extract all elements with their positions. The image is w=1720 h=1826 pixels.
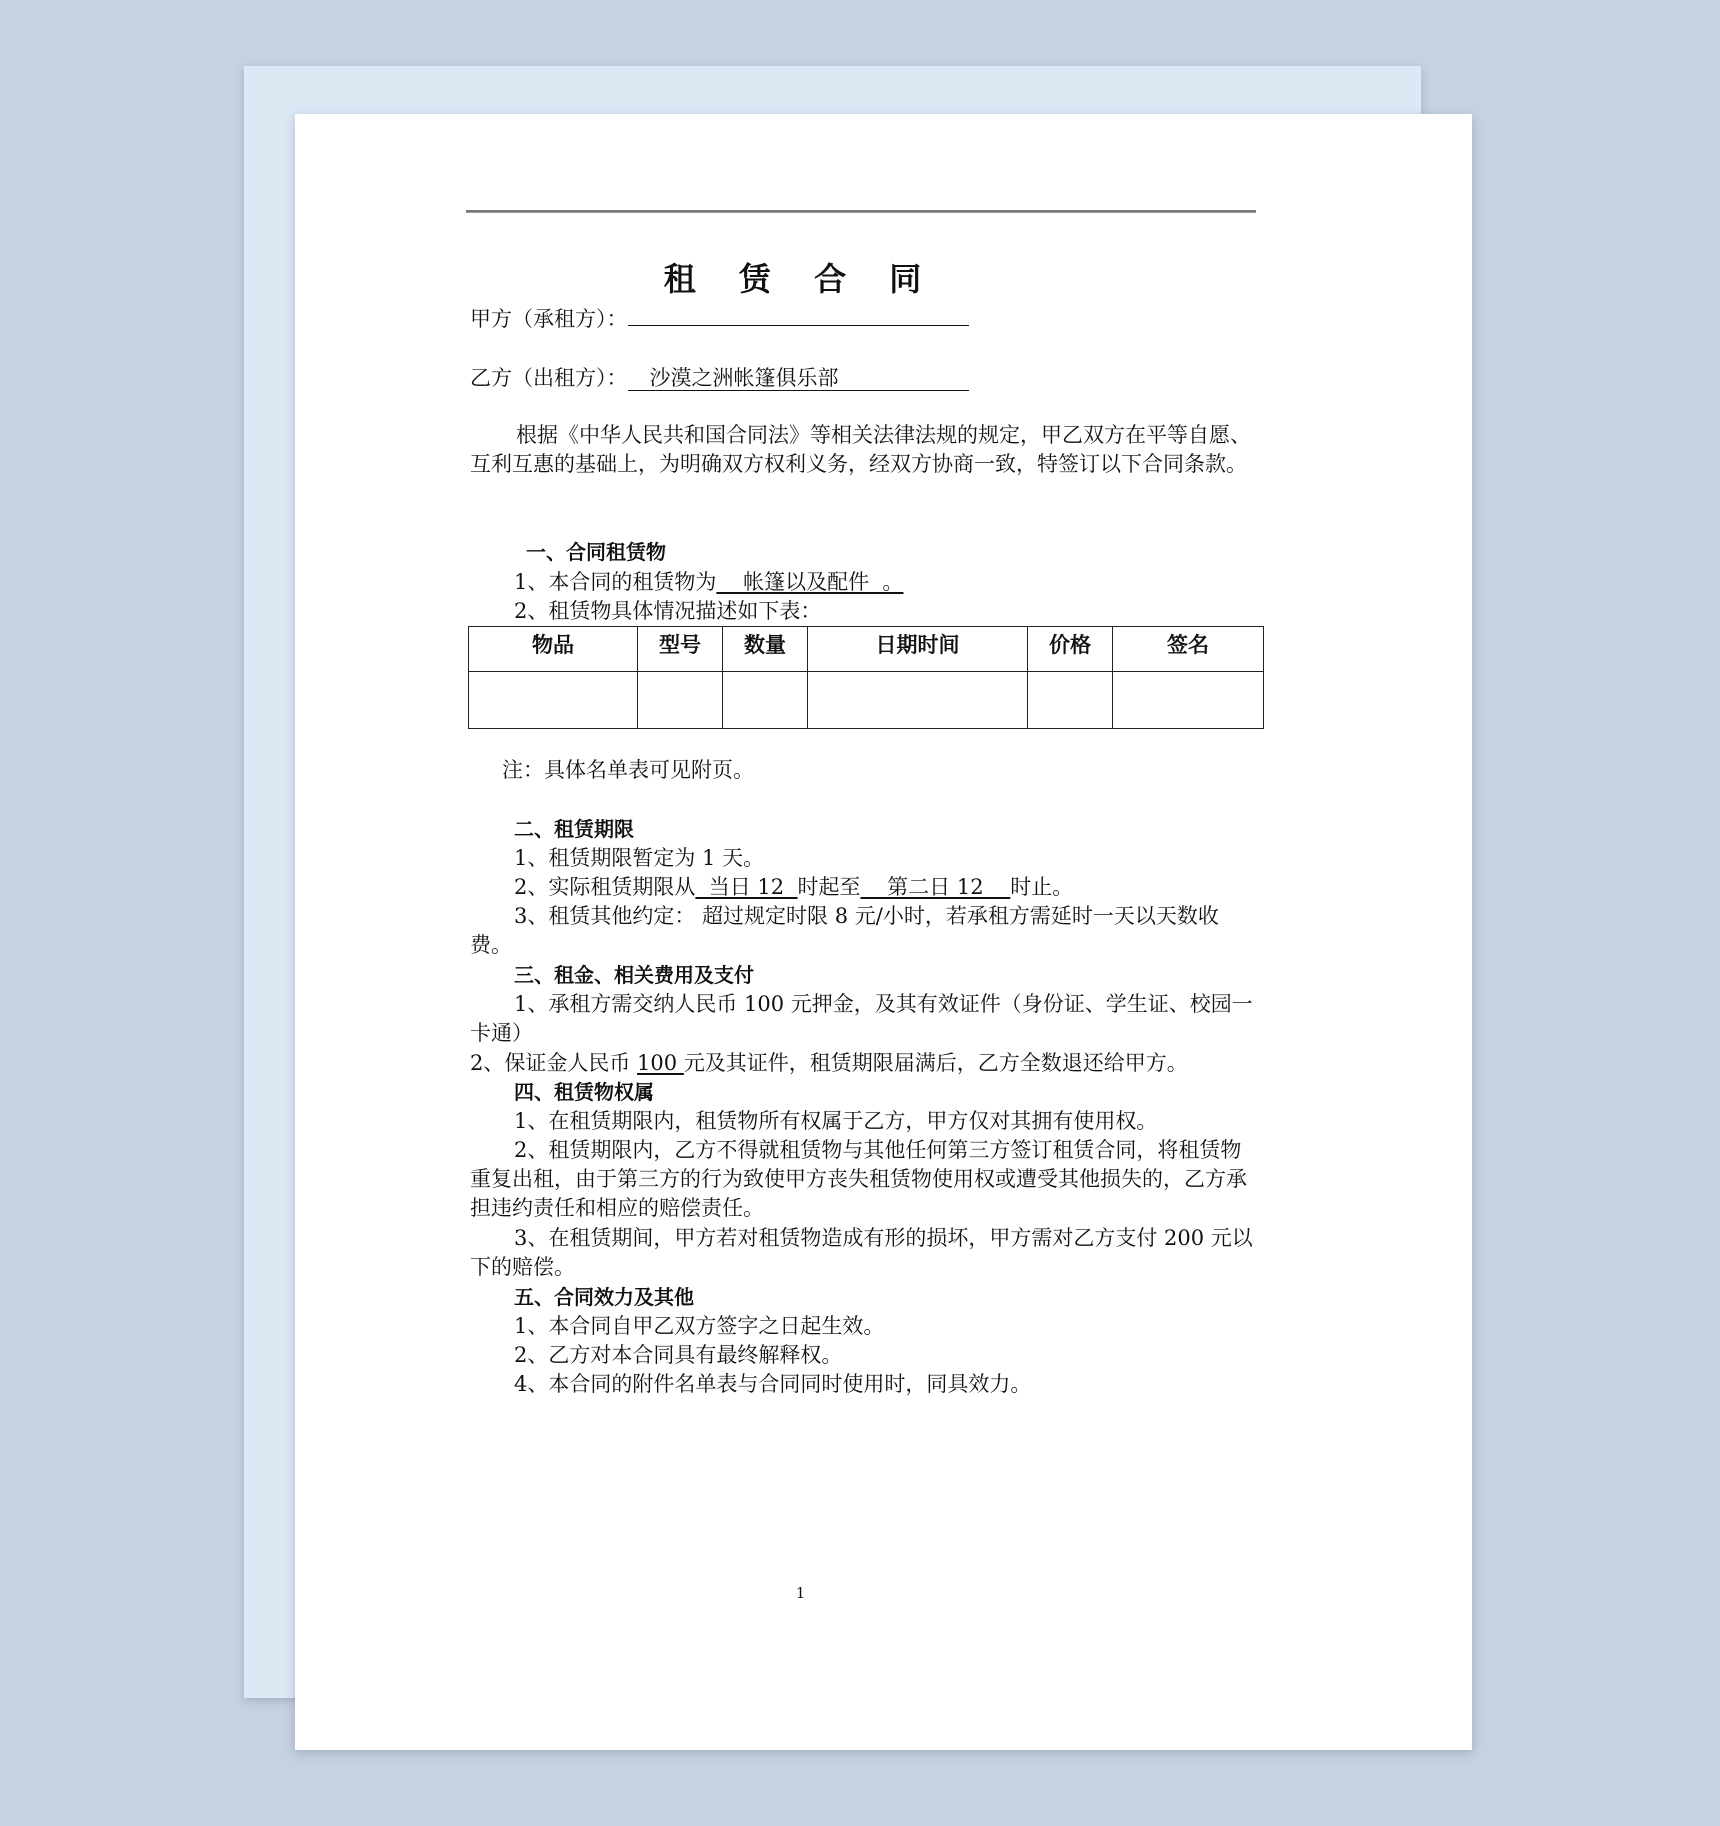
- section5-item2: 2、乙方对本合同具有最终解释权。: [514, 1343, 843, 1367]
- table-cell-quantity[interactable]: [723, 672, 808, 729]
- rental-items-table: [468, 626, 1264, 729]
- section4-item2: 2、租赁期限内，乙方不得就租赁物与其他任何第三方签订租赁合同，将租赁物重复出租，由于第三方的行为致使甲方丧失租赁物使用权或遭受其他损失的，乙方承担违约责任和相应的赔偿责任。: [470, 1138, 1247, 1220]
- party-a-line: [470, 303, 969, 333]
- section5-heading: 五、合同效力及其他: [514, 1285, 694, 1309]
- section2-item2: [514, 873, 1073, 902]
- table-header: 型号: [638, 627, 723, 672]
- table-header: 签名: [1113, 627, 1264, 672]
- party-b-label: 乙方（出租方）：: [470, 366, 628, 390]
- document-page: [295, 114, 1472, 1750]
- section5-item1: 1、本合同自甲乙双方签字之日起生效。: [514, 1314, 885, 1338]
- section1-item1: [514, 568, 903, 597]
- table-header: 数量: [723, 627, 808, 672]
- page-number: 1: [795, 1584, 806, 1602]
- table-header-row: [469, 627, 1264, 672]
- section4-item3: 3、在租赁期间，甲方若对租赁物造成有形的损坏，甲方需对乙方支付 200 元以下的赔偿。: [470, 1226, 1253, 1279]
- header-rule: [466, 210, 1256, 213]
- table-cell-item[interactable]: [469, 672, 638, 729]
- table-cell-signature[interactable]: [1113, 672, 1264, 729]
- section2-item2-prefix: 2、实际租赁期限从: [514, 875, 696, 899]
- section2-item1: 1、租赁期限暂定为 1 天。: [514, 846, 765, 870]
- party-b-field: [628, 366, 969, 391]
- section3-item2-suffix: 元及其证件，租赁期限届满后，乙方全数退还给甲方。: [683, 1051, 1188, 1075]
- party-a-label: 甲方（承租方）：: [470, 307, 628, 331]
- preamble: 根据《中华人民共和国合同法》等相关法律法规的规定，甲乙双方在平等自愿、互利互惠的基础上，为明确双方权利义务，经双方协商一致，特签订以下合同条款。: [470, 423, 1251, 476]
- document-title: 租 赁 合 同: [663, 260, 938, 298]
- table-note: 注：具体名单表可见附页。: [502, 758, 754, 782]
- party-b-line: [470, 362, 969, 392]
- party-a-field[interactable]: [628, 325, 969, 326]
- section4-item1: 1、在租赁期限内，租赁物所有权属于乙方，甲方仅对其拥有使用权。: [514, 1109, 1158, 1133]
- section2-item3: 3、租赁其他约定： 超过规定时限 8 元/小时，若承租方需延时一天以天数收费。: [470, 904, 1219, 957]
- table-header: 价格: [1028, 627, 1113, 672]
- table-cell-datetime[interactable]: [808, 672, 1028, 729]
- section2-item2-end: 第二日 12: [860, 875, 1011, 899]
- section3-item2: [470, 1049, 1188, 1078]
- party-b-value: 沙漠之洲帐篷俱乐部: [649, 366, 839, 390]
- section2-item2-suffix: 时止。: [1010, 875, 1074, 899]
- section3-item2-prefix: 2、保证金人民币: [470, 1051, 638, 1075]
- table-cell-model[interactable]: [638, 672, 723, 729]
- section3-item2-amount: 100: [637, 1051, 684, 1075]
- table-header: 日期时间: [808, 627, 1028, 672]
- section3-item1: 1、承租方需交纳人民币 100 元押金，及其有效证件（身份证、学生证、校园一卡通）: [470, 992, 1253, 1045]
- section2-heading: 二、租赁期限: [514, 817, 634, 841]
- section2-item2-mid: 时起至: [797, 875, 861, 899]
- section5-item4: 4、本合同的附件名单表与合同同时使用时，同具效力。: [514, 1372, 1032, 1396]
- table-header: 物品: [469, 627, 638, 672]
- table-row: [469, 672, 1264, 729]
- section1-item1-value: 帐篷以及配件 。: [716, 570, 904, 594]
- section3-heading: 三、租金、相关费用及支付: [514, 963, 754, 987]
- section1-item2: 2、租赁物具体情况描述如下表：: [514, 599, 822, 623]
- section2-item2-start: 当日 12: [695, 875, 798, 899]
- section4-heading: 四、租赁物权属: [514, 1080, 654, 1104]
- table-cell-price[interactable]: [1028, 672, 1113, 729]
- section1-item1-prefix: 1、本合同的租赁物为: [514, 570, 717, 594]
- section1-heading: 一、合同租赁物: [526, 540, 666, 564]
